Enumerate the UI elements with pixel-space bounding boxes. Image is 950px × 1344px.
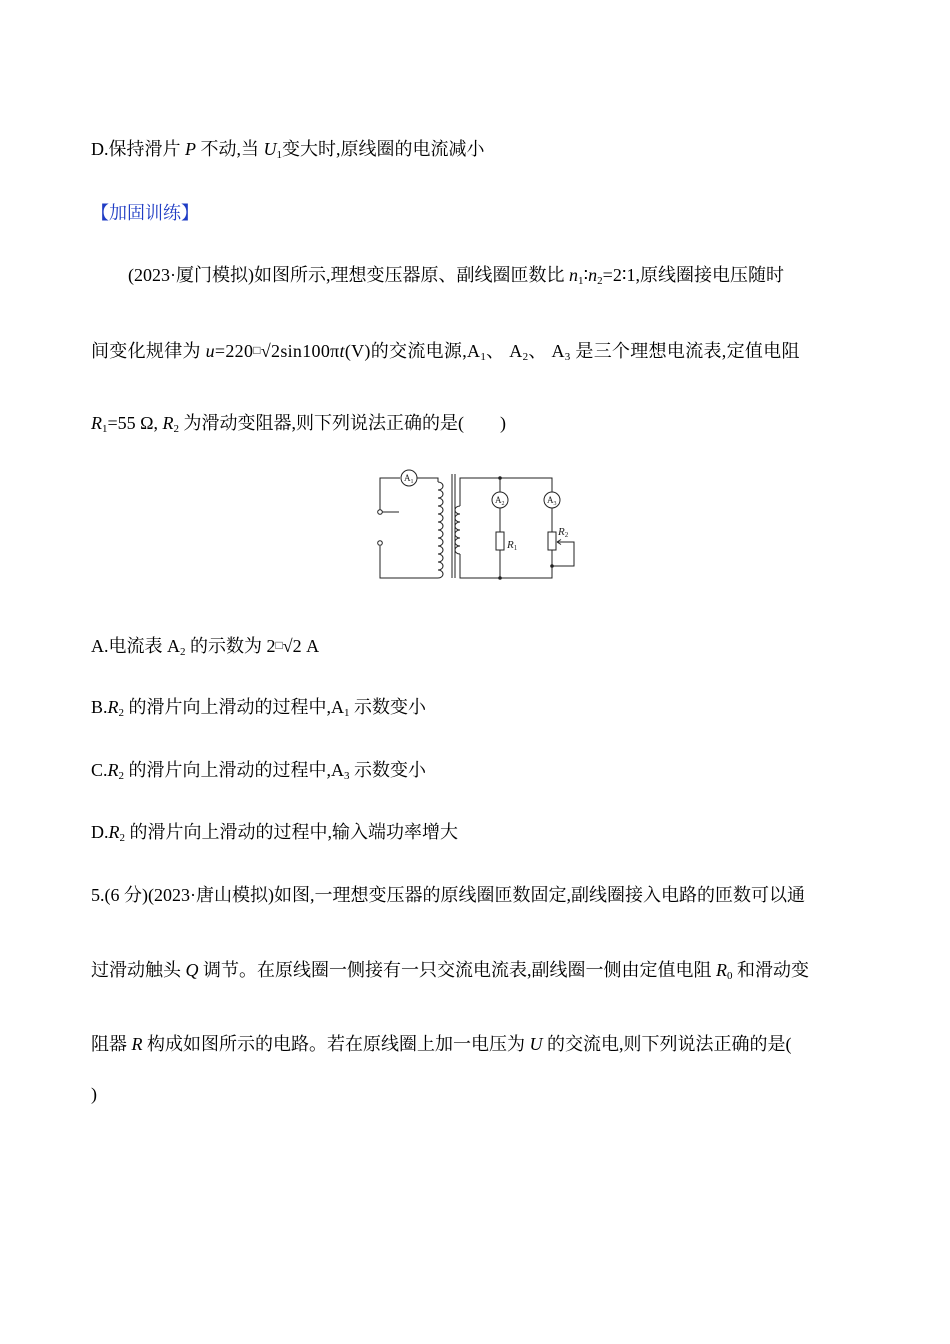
primary-wire-to-coil (417, 478, 438, 482)
resistor-r1 (496, 532, 504, 550)
q4-line-1: (2023·厦门模拟)如图所示,理想变压器原、副线圈匝数比 $n_1∶n_2=2∶1$,原线圈接电压随时 (128, 265, 785, 287)
rheostat-r2 (548, 532, 556, 550)
secondary-wire-bottom (460, 554, 552, 578)
junction-r2 (550, 564, 554, 568)
input-terminal-bottom (378, 541, 383, 546)
secondary-coil (455, 506, 460, 554)
circuit-diagram (376, 468, 586, 584)
ammeter-a3-label: $A_3$ (547, 495, 557, 507)
r1-label: R1 (507, 539, 518, 552)
ammeter-a1-label: $A_1$ (404, 473, 414, 485)
q4-line-2: 间变化规律为 u=220□√2sin100πt(V)的交流电源$,A_1$、 $A_2$、 $A_3$ 是三个理想电流表,定值电阻 (91, 341, 800, 363)
rheostat-slider-loop (552, 542, 574, 566)
q5-line-4: ) (91, 1084, 97, 1104)
secondary-wire-top (460, 478, 552, 506)
ammeter-a2-label: $A_2$ (495, 495, 505, 507)
junction-bottom (498, 576, 502, 580)
primary-wire-bottom (380, 546, 438, 578)
section-heading: 【加固训练】 (91, 203, 199, 223)
option-a: A.电流表 $A_2$ 的示数为 2□√2 A (91, 636, 320, 658)
option-d: $D.R_2$ 的滑片向上滑动的过程中,输入端功率增大 (91, 822, 458, 844)
q5-line-2: 过滑动触头 Q 调节。在原线圈一侧接有一只交流电流表,副线圈一侧由定值电阻 $R_0$ 和滑动变 (91, 960, 809, 982)
r2-label: R2 (558, 526, 569, 539)
q5-line-3: 阻器 R 构成如图所示的电路。若在原线圈上加一电压为 U 的交流电,则下列说法正确的是( (91, 1034, 792, 1054)
junction-top (498, 476, 502, 480)
q5-line-1: 5.(6 分)(2023·唐山模拟)如图,一理想变压器的原线圈匝数固定,副线圈接入电路的匝数可以通 (91, 885, 805, 905)
option-d-previous: D.保持滑片 P 不动,当 $U_1$变大时,原线圈的电流减小 (91, 139, 485, 161)
option-b: $B.R_2$ 的滑片向上滑动的过程中$,A_1$ 示数变小 (91, 697, 427, 719)
q4-line-3: $R_1=55$ Ω, $R_2$ 为滑动变阻器,则下列说法正确的是( ) (91, 413, 507, 435)
option-c: $C.R_2$ 的滑片向上滑动的过程中$,A_3$ 示数变小 (91, 760, 427, 782)
primary-coil (438, 482, 443, 578)
input-terminal-top (378, 510, 383, 515)
primary-wire-top (380, 478, 400, 512)
